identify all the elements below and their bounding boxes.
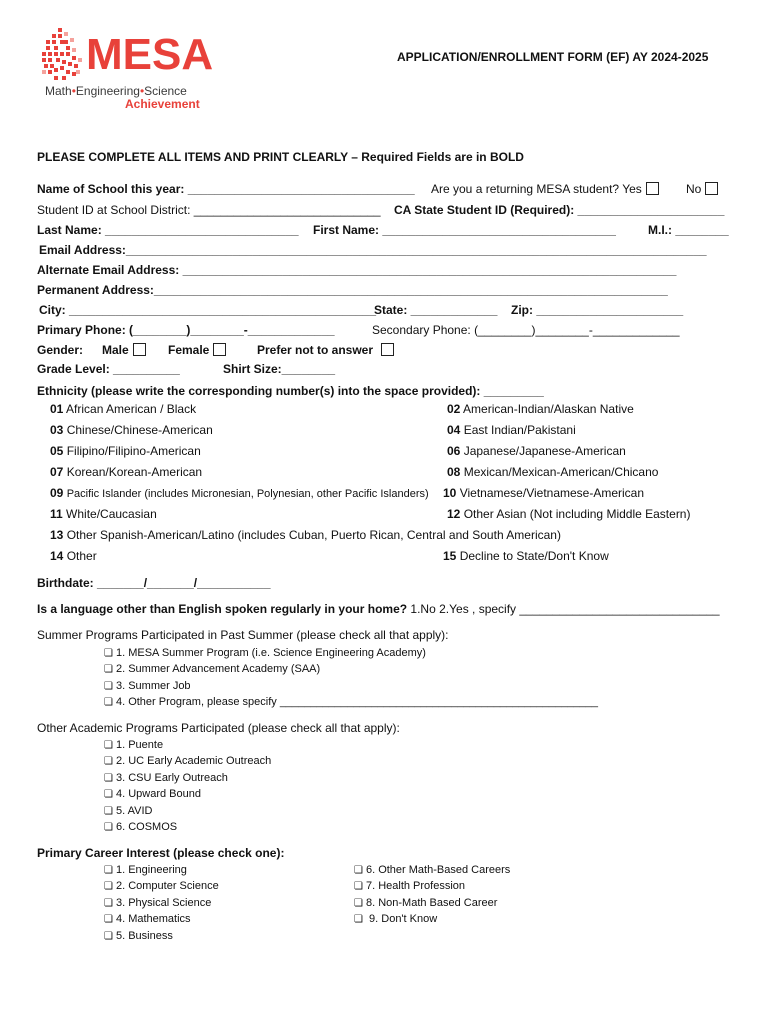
checkbox-icon[interactable]: ❏ xyxy=(104,664,113,675)
checkbox-icon[interactable]: ❏ xyxy=(104,648,113,659)
ethnicity-num: 05 xyxy=(50,444,64,458)
career-option-label: 6. Other Math-Based Careers xyxy=(365,864,511,876)
gender-prefer xyxy=(257,343,394,357)
ethnicity-num: 04 xyxy=(447,423,461,437)
gender-female xyxy=(168,343,226,357)
ethnicity-num: 15 xyxy=(443,549,457,563)
gender-female-checkbox[interactable] xyxy=(213,343,226,356)
career-option-label: 5. Business xyxy=(115,930,173,942)
language-question[interactable] xyxy=(37,602,720,616)
checkbox-icon[interactable]: ❏ xyxy=(354,881,363,892)
ethnicity-item xyxy=(50,507,157,521)
language-options: 1.No 2.Yes , specify ______________________________ xyxy=(410,602,720,616)
ethnicity-label: Decline to State/Don't Know xyxy=(459,549,609,563)
logo-tag-science: Science xyxy=(144,84,187,98)
ethnicity-item xyxy=(447,465,658,479)
academic-option-label: 2. UC Early Academic Outreach xyxy=(115,755,272,767)
checkbox-icon[interactable]: ❏ xyxy=(104,697,113,708)
birthdate-field[interactable]: Birthdate: _______/_______/___________ xyxy=(37,576,271,590)
ethnicity-item xyxy=(50,528,561,542)
ethnicity-label: American-Indian/Alaskan Native xyxy=(463,402,634,416)
career-option[interactable] xyxy=(104,880,219,892)
gender-prefer-label: Prefer not to answer xyxy=(257,343,374,357)
career-option[interactable] xyxy=(354,864,510,876)
ethnicity-num: 12 xyxy=(447,507,461,521)
career-option-label: 4. Mathematics xyxy=(115,913,191,925)
ethnicity-item xyxy=(447,402,634,416)
ca-state-id-field[interactable]: CA State Student ID (Required): ______________________ xyxy=(394,203,725,217)
grade-level-field[interactable]: Grade Level: __________ xyxy=(37,362,180,376)
shirt-size-field[interactable]: Shirt Size:________ xyxy=(223,362,336,376)
career-option[interactable] xyxy=(354,913,437,925)
gender-label: Gender: xyxy=(37,343,84,357)
ethnicity-item xyxy=(447,444,626,458)
school-name-field[interactable]: Name of School this year: __________________________________ xyxy=(37,182,415,196)
primary-phone-field[interactable]: Primary Phone: (________)________-_____________ xyxy=(37,323,335,337)
returning-yes-checkbox[interactable] xyxy=(646,182,659,195)
ethnicity-item xyxy=(443,486,644,500)
ethnicity-label: African American / Black xyxy=(66,402,197,416)
academic-option[interactable] xyxy=(104,739,163,751)
ethnicity-item xyxy=(50,549,97,563)
email-field[interactable]: Email Address:_______________________________________________________________________________________ xyxy=(39,243,707,257)
career-option[interactable] xyxy=(104,930,173,942)
gender-male-label: Male xyxy=(102,343,129,357)
ethnicity-label: Other Spanish-American/Latino (includes Cuban, Puerto Rican, Central and South American) xyxy=(66,528,561,542)
career-option[interactable] xyxy=(104,897,211,909)
ethnicity-label: Japanese/Japanese-American xyxy=(463,444,626,458)
ethnicity-label: Other Asian (Not including Middle Eastern) xyxy=(463,507,691,521)
checkbox-icon[interactable]: ❏ xyxy=(104,898,113,909)
ethnicity-label: Korean/Korean-American xyxy=(66,465,203,479)
ethnicity-num: 14 xyxy=(50,549,64,563)
ethnicity-item xyxy=(447,423,576,437)
last-name-field[interactable]: Last Name: _____________________________ xyxy=(37,223,299,237)
checkbox-icon[interactable]: ❏ xyxy=(104,740,113,751)
checkbox-icon[interactable]: ❏ xyxy=(104,806,113,817)
mesa-logo-icon xyxy=(40,26,84,82)
zip-field[interactable]: Zip: ______________________ xyxy=(511,303,684,317)
career-option-label: 1. Engineering xyxy=(115,864,187,876)
logo-tagline: Math•Engineering•Science xyxy=(45,84,187,98)
checkbox-icon[interactable]: ❏ xyxy=(104,865,113,876)
summer-option-label: 3. Summer Job xyxy=(115,680,191,692)
ethnicity-item xyxy=(50,423,213,437)
summer-option[interactable] xyxy=(104,680,191,692)
ethnicity-item xyxy=(447,507,690,521)
ethnicity-item xyxy=(50,465,202,479)
logo-tag-engineering: Engineering xyxy=(75,84,140,98)
academic-option[interactable] xyxy=(104,772,228,784)
gender-female-label: Female xyxy=(168,343,210,357)
ethnicity-label: Mexican/Mexican-American/Chicano xyxy=(463,465,659,479)
ethnicity-label: Pacific Islander (includes Micronesian, Polynesian, other Pacific Islanders) xyxy=(66,488,429,500)
ethnicity-num: 06 xyxy=(447,444,461,458)
ethnicity-num: 01 xyxy=(50,402,64,416)
academic-option-label: 4. Upward Bound xyxy=(115,788,201,800)
summer-option[interactable] xyxy=(104,647,426,659)
ethnicity-num: 10 xyxy=(443,486,457,500)
summer-option[interactable] xyxy=(104,663,320,675)
ethnicity-item xyxy=(50,444,201,458)
gender-prefer-checkbox[interactable] xyxy=(381,343,394,356)
academic-option-label: 6. COSMOS xyxy=(115,821,178,833)
ethnicity-label: Filipino/Filipino-American xyxy=(66,444,201,458)
career-option-label: 3. Physical Science xyxy=(115,897,212,909)
logo-wordmark: MESA xyxy=(86,30,214,79)
logo-tag-math: Math xyxy=(45,84,72,98)
returning-no xyxy=(686,182,718,196)
career-option-label: 9. Don't Know xyxy=(365,913,438,925)
summer-option[interactable] xyxy=(104,696,598,708)
ethnicity-num: 03 xyxy=(50,423,64,437)
ethnicity-item xyxy=(443,549,609,563)
ethnicity-num: 13 xyxy=(50,528,64,542)
checkbox-icon[interactable]: ❏ xyxy=(104,789,113,800)
logo-achievement: Achievement xyxy=(125,97,200,111)
ethnicity-num: 11 xyxy=(50,507,63,521)
checkbox-icon[interactable]: ❏ xyxy=(104,931,113,942)
ethnicity-item xyxy=(50,486,429,500)
middle-initial-field[interactable]: M.I.: ________ xyxy=(648,223,729,237)
career-option[interactable] xyxy=(354,880,465,892)
academic-option-label: 5. AVID xyxy=(115,805,153,817)
career-question: Primary Career Interest (please check one): xyxy=(37,846,285,860)
form-title: APPLICATION/ENROLLMENT FORM (EF) AY 2024-2025 xyxy=(397,50,709,64)
academic-option[interactable] xyxy=(104,821,177,833)
ethnicity-question[interactable]: Ethnicity (please write the corresponding number(s) into the space provided): _________ xyxy=(37,384,544,398)
checkbox-icon[interactable]: ❏ xyxy=(104,881,113,892)
ethnicity-num: 08 xyxy=(447,465,461,479)
ethnicity-label: Vietnamese/Vietnamese-American xyxy=(459,486,645,500)
state-field[interactable]: State: _____________ xyxy=(374,303,498,317)
checkbox-icon[interactable]: ❏ xyxy=(354,898,363,909)
checkbox-icon[interactable]: ❏ xyxy=(104,681,113,692)
gender-male xyxy=(102,343,146,357)
career-option-label: 7. Health Profession xyxy=(365,880,466,892)
career-option-label: 2. Computer Science xyxy=(115,880,219,892)
ethnicity-label: Chinese/Chinese-American xyxy=(66,423,213,437)
summer-programs-question: Summer Programs Participated in Past Summer (please check all that apply): xyxy=(37,628,449,642)
alt-email-field[interactable]: Alternate Email Address: __________________________________________________________________________ xyxy=(37,263,677,277)
language-question-text: Is a language other than English spoken regularly in your home? xyxy=(37,602,408,616)
instructions: PLEASE COMPLETE ALL ITEMS AND PRINT CLEARLY – Required Fields are in BOLD xyxy=(37,150,524,164)
city-field[interactable]: City: ______________________________________________ xyxy=(39,303,376,317)
checkbox-icon[interactable]: ❏ xyxy=(104,822,113,833)
ethnicity-label: Other xyxy=(66,549,97,563)
returning-no-label: No xyxy=(686,182,702,196)
career-option[interactable] xyxy=(104,913,191,925)
checkbox-icon[interactable]: ❏ xyxy=(354,865,363,876)
career-option-label: 8. Non-Math Based Career xyxy=(365,897,498,909)
academic-option-label: 3. CSU Early Outreach xyxy=(115,772,228,784)
returning-yes-label: Are you a returning MESA student? Yes xyxy=(431,182,642,196)
ethnicity-item xyxy=(50,402,196,416)
summer-option-label: 1. MESA Summer Program (i.e. Science Engineering Academy) xyxy=(115,647,426,659)
gender-male-checkbox[interactable] xyxy=(133,343,146,356)
ethnicity-num: 09 xyxy=(50,486,64,500)
student-id-field[interactable]: Student ID at School District: ____________________________ xyxy=(37,203,381,217)
summer-option-label: 2. Summer Advancement Academy (SAA) xyxy=(115,663,321,675)
academic-option[interactable] xyxy=(104,788,201,800)
secondary-phone-field[interactable]: Secondary Phone: (________)________-_____________ xyxy=(372,323,680,337)
career-option[interactable] xyxy=(104,864,187,876)
ethnicity-label: East Indian/Pakistani xyxy=(463,423,576,437)
academic-option[interactable] xyxy=(104,805,152,817)
checkbox-icon[interactable]: ❏ xyxy=(104,773,113,784)
career-option[interactable] xyxy=(354,897,497,909)
returning-student-question xyxy=(431,182,659,196)
checkbox-icon[interactable]: ❏ xyxy=(354,914,363,925)
summer-option-label: 4. Other Program, please specify ____________________________________________________ xyxy=(115,696,598,708)
first-name-field[interactable]: First Name: ___________________________________ xyxy=(313,223,616,237)
checkbox-icon[interactable]: ❏ xyxy=(104,756,113,767)
academic-option-label: 1. Puente xyxy=(115,739,164,751)
permanent-address-field[interactable]: Permanent Address:_____________________________________________________________________________ xyxy=(37,283,668,297)
ethnicity-label: White/Caucasian xyxy=(66,507,157,521)
academic-option[interactable] xyxy=(104,755,271,767)
ethnicity-num: 07 xyxy=(50,465,64,479)
academic-programs-question: Other Academic Programs Participated (please check all that apply): xyxy=(37,721,400,735)
checkbox-icon[interactable]: ❏ xyxy=(104,914,113,925)
returning-no-checkbox[interactable] xyxy=(705,182,718,195)
ethnicity-num: 02 xyxy=(447,402,461,416)
